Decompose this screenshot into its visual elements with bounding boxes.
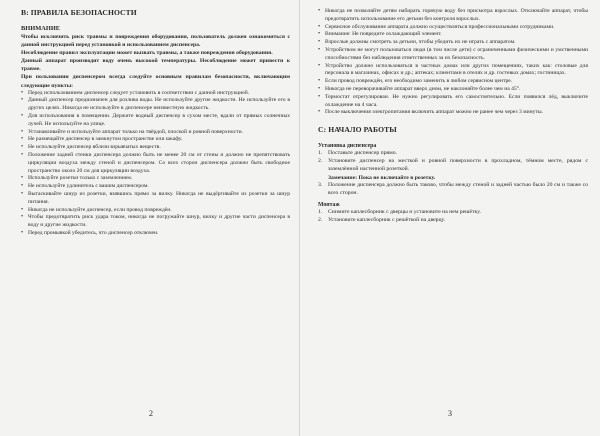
list-item: • Устройством не могут пользоваться люди (в том числе дети) с ограниченными физическими и умственными способностями без наблюдения ответственных за их безопасность. [318,47,588,63]
list-item: 2. Установите каплесборник с решёткой на дверцу. [318,216,446,223]
list-item: 1. Поставьте диспенсер прямо. [318,150,398,157]
list-item: • Для использования в помещении. Держите водный диспенсер в сухом месте, вдали от прямых солнечных лучей. Не используйте на улице. [21,113,290,129]
safety-rules-list-continued [318,8,588,117]
mount-title: Монтаж [318,201,340,208]
list-item: • После выключения электропитания включить аппарат можно не ранее чем через 3 минуты. [318,109,588,117]
list-item: • Не размещайте диспенсер в замкнутом пространстве или шкафу. [21,136,290,144]
intro-paragraph-2: Несоблюдение правил эксплуатации может вызвать травмы, а также повреждения оборудования. [21,50,273,57]
list-item: • Никогда не используйте диспенсер, если провод повреждён. [21,207,290,215]
list-item: • Положение задней стенки диспенсера должно быть не менее 20 см от стены и должно не препятствовать циркуляции воздуха между стеной и диспенсером. Со всех сторон диспенсера должно быть свободное пространство около 20 см для циркуляции воздуха. [21,152,290,175]
mount-steps [318,209,588,225]
list-item: • Чтобы предотвратить риск удара током, никогда не погружайте шнур, вилку и другие части диспенсера в воду и другие жидкости. [21,214,290,230]
list-item: • Используйте розетки только с заземлением. [21,175,290,183]
intro-paragraph-3: Данный аппарат производит воду очень высокой температуры. Несоблюдение может привести к травме. [21,58,290,73]
list-item: 1. Снимите каплесборник с дверцы и установите на нем решётку. [318,208,481,215]
list-item: • Перед использованием диспенсер следует установить в соответствии с данной инструкцией. [21,90,290,98]
page-number-left: 2 [149,409,153,418]
page-number-right: 3 [448,409,452,418]
safety-rules-list [21,90,290,238]
list-item: • Устанавливайте и используйте аппарат только на твёрдой, плоской и ровной поверхности. [21,129,290,137]
list-item: 2. Установите диспенсер на жесткой и ровной поверхности в прохладном, тёмном месте, рядом с заземлённой настенной розеткой. [318,158,588,173]
intro-paragraph-1: Чтобы исключить риск травмы и повреждения оборудования, пользователь должен ознакомиться с данной инструкцией перед установкой и использованием диспенсера. [21,34,290,49]
install-note: Замечание: Пока не включайте в розетку. [328,174,436,181]
list-item: • Вытаскивайте шнур из розетки, взявшись прямо за вилку. Никогда не выдёргивайте из розетки за шнур питания. [21,191,290,207]
list-item: 3. Положение диспенсера должно быть таково, чтобы между стеной и задней частью было 20 см и также со всех сторон. [318,182,588,196]
install-steps-continued [318,182,588,198]
install-steps [318,150,588,174]
section-b-heading: B: ПРАВИЛА БЕЗОПАСНОСТИ [21,8,137,17]
list-item: • Не используйте удлинитель с вашим диспенсером. [21,183,290,191]
list-item: • Никогда не переворачивайте аппарат вверх дном, не наклоняйте более чем на 45°. [318,86,588,94]
list-item: • Данный диспенсер предназначен для розлива воды. Не используйте другие жидкости. Не используйте его в других целях. Никогда не используйте в диспенсере неизвестную жидкость. [21,97,290,113]
list-item: • Термостат отрегулирован. Не нужно регулировать его самостоятельно. Если появился лёд, выключите охлаждение на 4 часа. [318,94,588,110]
install-title: Установка диспенсера [318,143,377,150]
list-item: • Не используйте диспенсер вблизи взрывчатых веществ. [21,144,290,152]
right-page [300,0,600,436]
warning-subheading: ВНИМАНИЕ [21,25,61,32]
list-item: • Если провод повреждён, его необходимо заменить в любом сервисном центре. [318,78,588,86]
intro-paragraph-4: При пользовании диспенсером всегда следуйте основным правилам безопасности, включающим следующие пункты: [21,74,290,89]
list-item: • Внимание: Не повредите охлаждающий элемент. [318,31,588,39]
list-item: • Перед промывкой убедитесь, что диспенсер отключен. [21,230,290,238]
list-item: • Устройство должно использоваться в частных домах или других помещениях, таких как: столовые для персонала в магазинах, офисах и др.; аптеках; клиентами в отелях и др. гостевых домах; гостиницах. [318,63,588,79]
list-item: • Никогда не позволяйте детям набирать горячую воду без присмотра взрослых. Отключайте аппарат, чтобы предотвратить использование его детьми без контроля взрослых. [318,8,588,24]
list-item: • Взрослые должны смотреть за детьми, чтобы убедить их не играть с аппаратом. [318,39,588,47]
section-c-heading: C: НАЧАЛО РАБОТЫ [318,125,397,135]
list-item: • Сервисное обслуживание аппарата должно осуществляться профессиональными сотрудниками. [318,24,588,32]
